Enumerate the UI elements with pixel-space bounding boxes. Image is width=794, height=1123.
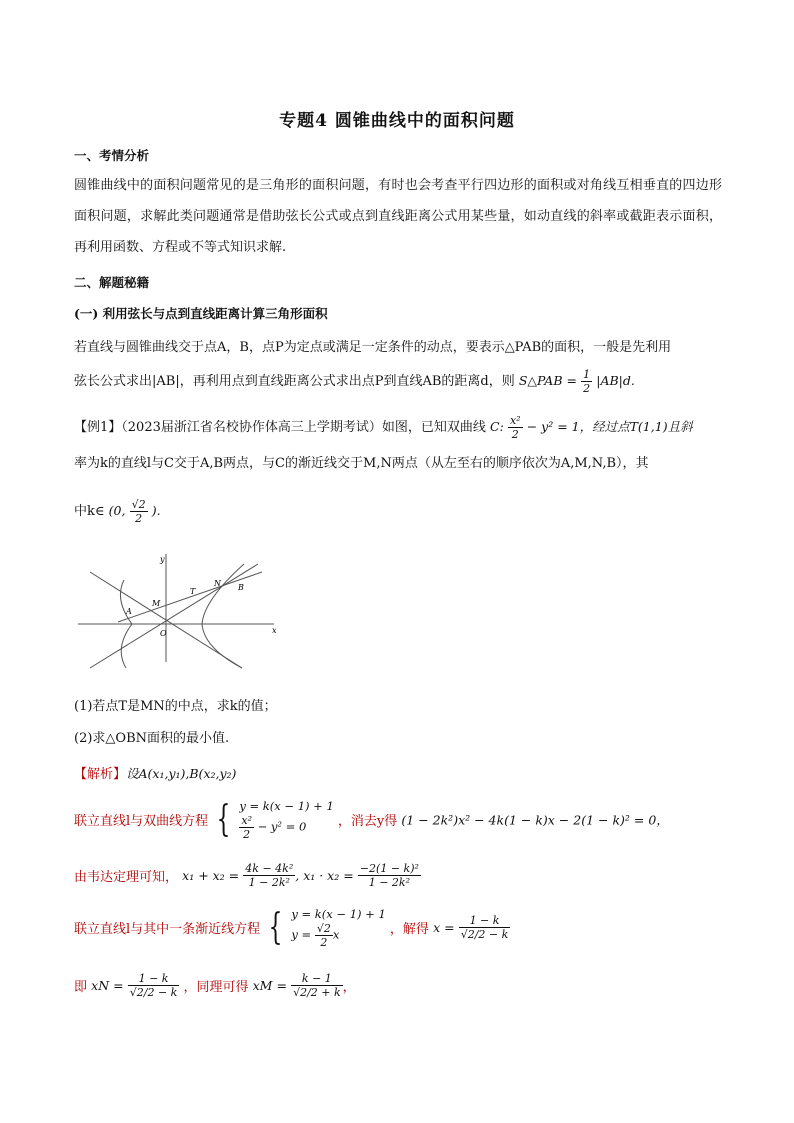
fig-label-t: T xyxy=(190,587,196,596)
fig-label-n: N xyxy=(214,579,221,588)
s2-prefix: 由韦达定理可知， xyxy=(74,870,179,885)
area-formula-right: |AB|d. xyxy=(596,373,635,388)
s3-suffix: ，解得 xyxy=(389,922,429,937)
fig-label-a: A xyxy=(126,607,132,616)
s1-suffix: ，消去y得 xyxy=(337,814,398,829)
s2-prod-fraction: $\frac{\text{−2(1 − k)²}}{\text{1 − 2k²}}$ xyxy=(359,862,419,889)
curve-name: C: xyxy=(490,419,504,434)
example-tag: 【例1】 xyxy=(74,420,122,435)
method-paragraph-line1: 若直线与圆锥曲线交于点A，B，点P为定点或满足一定条件的动点，要表示△PAB的面积，一般是先利用 xyxy=(74,340,672,355)
page-title: 专题4 圆锥曲线中的面积问题 xyxy=(279,111,515,131)
s4-end: ， xyxy=(342,980,356,995)
solution-line3 xyxy=(74,906,510,949)
method-text: 弦长公式求出|AB|，再利用点到直线距离公式求出点P到直线AB的距离d，则 xyxy=(74,374,515,389)
s3-fraction: $\frac{1 - k}{√2/2 - k}$ xyxy=(460,914,509,941)
fig-label-o: O xyxy=(160,629,167,638)
example-line1 xyxy=(74,414,693,441)
s4-prefix: 即 xyxy=(74,980,88,995)
s4-fraction-1: $\frac{1 - k}{√2/2 - k}$ xyxy=(129,972,178,999)
system-brace-2: { xyxy=(268,906,283,948)
curve-fraction: $\frac{\text{x²}}{2}$ xyxy=(509,414,521,441)
s1-prefix: 联立直线l与双曲线方程 xyxy=(74,814,209,829)
line-l xyxy=(118,572,262,622)
system-2: y = k(x − 1) + 1 y = $\frac{√2}{2}$ x xyxy=(291,907,386,949)
area-formula-left: S△PAB = xyxy=(518,373,577,388)
system-brace-1: { xyxy=(216,798,231,840)
question-1: (1)若点T是MN的中点，求k的值； xyxy=(74,699,277,714)
solution-line0 xyxy=(74,763,236,782)
area-formula-fraction: $\frac{1}{2}$ xyxy=(583,368,591,395)
example-line3 xyxy=(74,498,161,525)
hyperbola-right-branch xyxy=(202,564,244,668)
s2-prod: , x₁ · x₂ = xyxy=(295,868,354,883)
example-line2: 率为k的直线l与C交于A,B两点，与C的渐近线交于M,N两点（从左至右的顺序依次为A,M,N,B），其 xyxy=(74,456,649,471)
system-1: y = k(x − 1) + 1 $\frac{\text{x²}}{2}$ − y² = 0 xyxy=(239,799,334,841)
s4-mid: ，同理可得 xyxy=(183,980,249,995)
solution-set: 设A(x₁,y₁),B(x₂,y₂) xyxy=(126,766,237,781)
s1-result: (1 − 2k²)x² − 4k(1 − k)x − 2(1 − k)² = 0， xyxy=(401,812,669,828)
analysis-paragraph: 圆锥曲线中的面积问题常见的是三角形的面积问题，有时也会考查平行四边形的面积或对角线互相垂直的四边形面积问题，求解此类问题通常是借助弦长公式或点到直线距离公式用某些量，如动直线的斜率或截距表示面积，再利用函数、方程或不等式知识求解. xyxy=(74,178,722,255)
interval-right: ). xyxy=(151,503,161,518)
solution-line1 xyxy=(74,798,669,841)
method-paragraph-line2 xyxy=(74,368,635,395)
question-2: (2)求△OBN面积的最小值. xyxy=(74,731,230,746)
s2-sum-fraction: $\frac{\text{4k − 4k²}}{\text{1 − 2k²}}$ xyxy=(245,862,294,889)
solution-tag: 【解析】 xyxy=(74,767,127,782)
fig-label-y: y xyxy=(160,555,165,564)
hyperbola-figure xyxy=(74,550,286,670)
s4-xm: xM = xyxy=(252,978,287,993)
s2-sum: x₁ + x₂ = xyxy=(182,868,240,883)
fig-label-m: M xyxy=(152,599,161,608)
section-heading-analysis: 一、考情分析 xyxy=(74,148,150,163)
interval-left: (0, xyxy=(108,503,126,518)
interval-fraction: $\frac{√2}{2}$ xyxy=(131,498,146,525)
s3-prefix: 联立直线l与其中一条渐近线方程 xyxy=(74,922,261,937)
example-source: （2023届浙江省名校协作体高三上学期考试）如图，已知双曲线 xyxy=(121,420,486,435)
curve-rest: − y² = 1，经过点T(1,1)且斜 xyxy=(526,419,693,434)
fig-label-b: B xyxy=(238,583,244,592)
solution-line2 xyxy=(74,862,421,889)
solution-line4 xyxy=(74,972,356,999)
section-heading-methods: 二、解题秘籍 xyxy=(74,275,150,290)
asymptote-positive xyxy=(90,564,258,668)
example-line3-prefix: 中k∈ xyxy=(74,504,105,519)
s4-fraction-2: $\frac{k - 1}{√2/2 + k}$ xyxy=(293,972,341,999)
subsection-heading: (一) 利用弦长与点到直线距离计算三角形面积 xyxy=(74,306,328,321)
s3-x: x = xyxy=(433,920,455,935)
s4-xn: xN = xyxy=(91,978,124,993)
fig-label-x: x xyxy=(272,626,277,635)
